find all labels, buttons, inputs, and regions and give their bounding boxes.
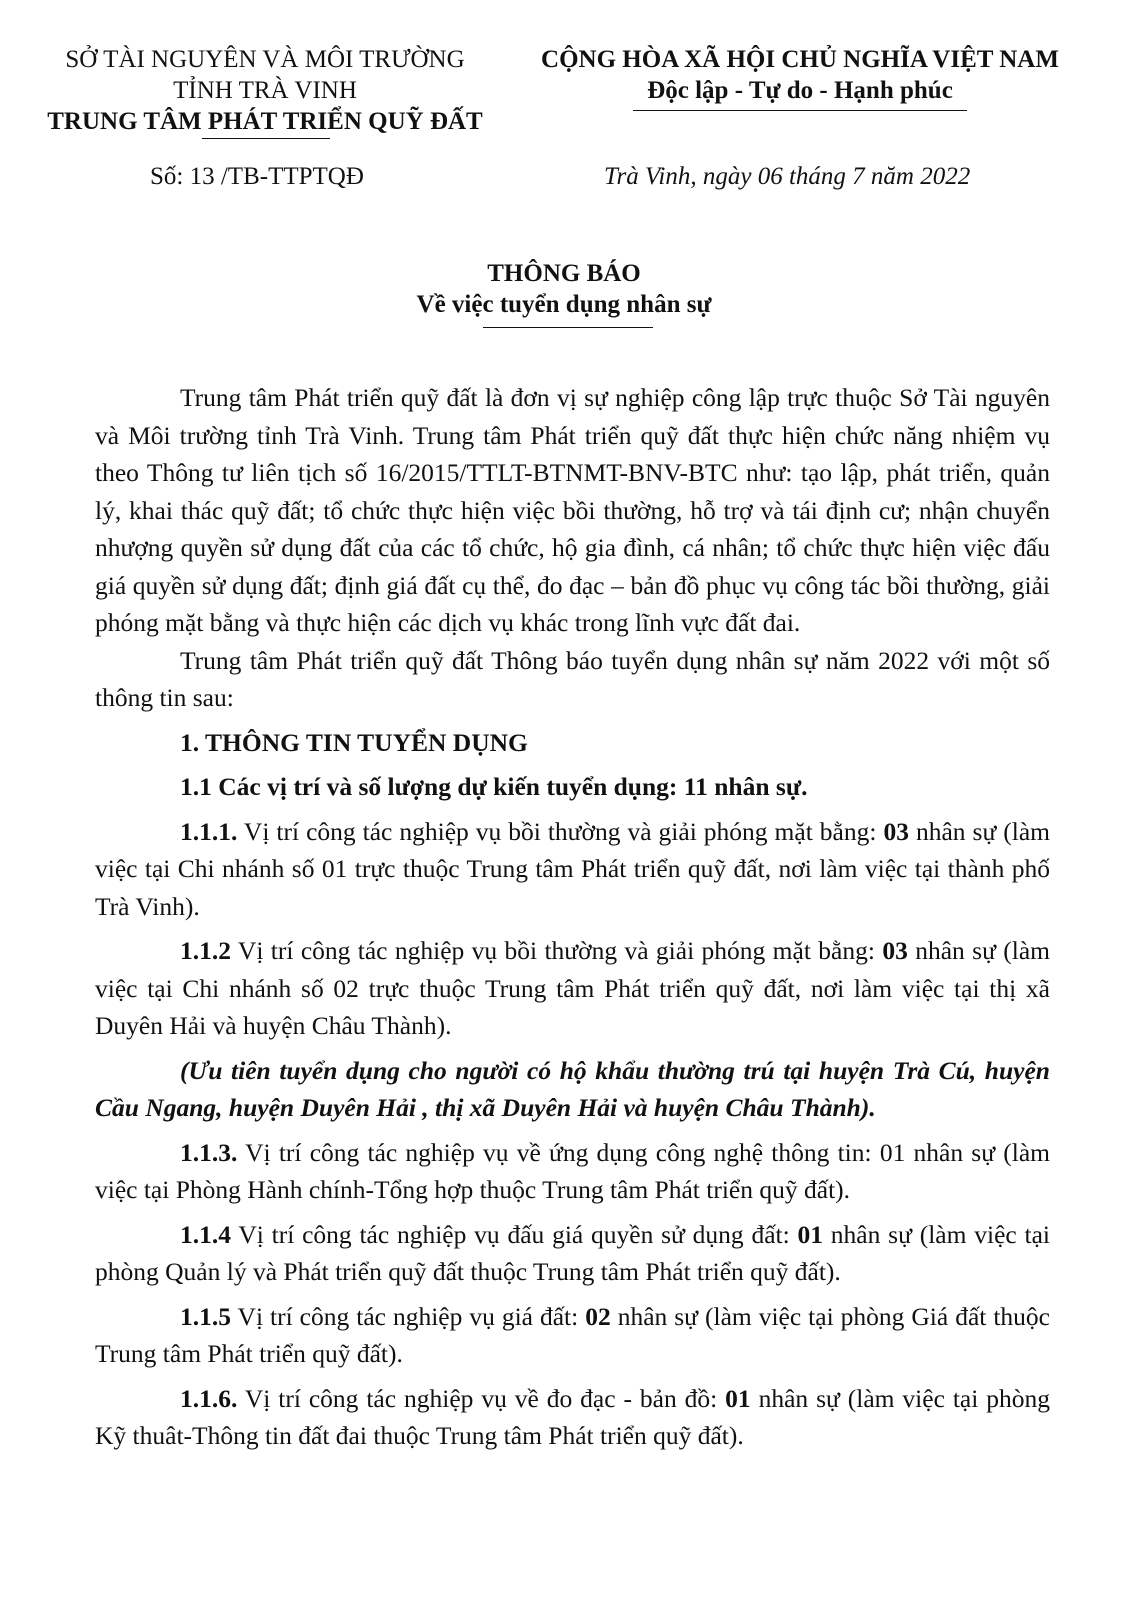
position-1-1-1 [95, 813, 1050, 926]
position-1-1-3 [95, 1134, 1050, 1209]
priority-note: (Ưu tiên tuyển dụng cho người có hộ khẩu thường trú tại huyện Trà Cú, huyện Cầu Ngang, huyện Duyên Hải , thị xã Duyên Hải và huyện Châu Thành). [95, 1055, 1050, 1122]
item-label: 1.1.5 [180, 1301, 231, 1331]
title-underline [483, 327, 653, 328]
item-text: Vị trí công tác nghiệp vụ bồi thường và giải phóng mặt bằng: [237, 816, 884, 846]
position-1-1-4 [95, 1216, 1050, 1291]
title-main: THÔNG BÁO [487, 260, 641, 287]
item-count: 03 [883, 816, 909, 846]
item-text: Vị trí công tác nghiệp vụ giá đất: [231, 1301, 586, 1331]
item-text: nhân sự (làm việc tại phòng Giá đất thuộc Trung tâm Phát triển quỹ đất). [95, 1301, 1050, 1368]
item-count: 02 [585, 1301, 611, 1331]
item-text: Vị trí công tác nghiệp vụ đấu giá quyền sử dụng đất: [231, 1219, 798, 1249]
item-text: nhân sự (làm việc tại phòng Quản lý và Phát triển quỹ đất thuộc Trung tâm Phát triển quỹ đất). [95, 1219, 1050, 1286]
title-subject: Về việc tuyển dụng nhân sự [416, 291, 712, 318]
item-count: 01 [725, 1383, 751, 1413]
item-text: Vị trí công tác nghiệp vụ về đo đạc - bản đồ: [237, 1383, 726, 1413]
item-label: 1.1.4 [180, 1219, 231, 1249]
item-text: nhân sự (làm việc tại Chi nhánh số 02 trực thuộc Trung tâm Phát triển quỹ đất, nơi làm việc tại thị xã Duyên Hải và huyện Châu Thành). [95, 936, 1050, 1040]
document-date: Trà Vinh, ngày 06 tháng 7 năm 2022 [604, 163, 971, 190]
item-text: nhân sự (làm việc tại phòng Kỹ thuât-Thông tin đất đai thuộc Trung tâm Phát triển quỹ đất). [95, 1383, 1050, 1450]
item-count: 01 [797, 1219, 824, 1249]
section-1-heading: 1. THÔNG TIN TUYỂN DỤNG [180, 727, 528, 757]
national-title: CỘNG HÒA XÃ HỘI CHỦ NGHĨA VIỆT NAM [541, 46, 1059, 73]
announcement-paragraph: Trung tâm Phát triển quỹ đất Thông báo tuyển dụng nhân sự năm 2022 với một số thông tin sau: [95, 645, 1050, 712]
position-1-1-2 [95, 932, 1050, 1045]
item-label: 1.1.2 [180, 936, 231, 965]
national-motto: Độc lập - Tự do - Hạnh phúc [647, 77, 953, 104]
item-count: 03 [882, 936, 908, 965]
item-text: Vị trí công tác nghiệp vụ bồi thường và giải phóng mặt bằng: [231, 936, 883, 965]
document-number: Số: 13 /TB-TTPTQĐ [150, 163, 364, 190]
agency-line-2: TỈNH TRÀ VINH [173, 77, 357, 104]
agency-line-3: TRUNG TÂM PHÁT TRIỂN QUỸ ĐẤT [47, 108, 483, 135]
intro-paragraph: Trung tâm Phát triển quỹ đất là đơn vị sự nghiệp công lập trực thuộc Sở Tài nguyên và Môi trường tỉnh Trà Vinh. Trung tâm Phát triển quỹ đất thực hiện chức năng nhiệm vụ theo Thông tư liên tịch số 16/2015/TTLT-BTNMT-BNV-BTC như: tạo lập, phát triển, quản lý, khai thác quỹ đất; tổ chức thực hiện việc bồi thường, hỗ trợ và tái định cư; nhận chuyển nhượng quyền sử dụng đất của các tổ chức, hộ gia đình, cá nhân; tổ chức thực hiện việc đấu giá quyền sử dụng đất; định giá đất cụ thể, đo đạc – bản đồ phục vụ công tác bồi thường, giải phóng mặt bằng và thực hiện các dịch vụ khác trong lĩnh vực đất đai. [95, 383, 1050, 637]
item-text: nhân sự (làm việc tại Chi nhánh số 01 trực thuộc Trung tâm Phát triển quỹ đất, nơi làm việc tại thành phố Trà Vinh). [95, 816, 1050, 921]
document-title [0, 258, 1128, 320]
item-text: Vị trí công tác nghiệp vụ về ứng dụng công nghệ thông tin: 01 nhân sự (làm việc tại Phòng Hành chính-Tổng hợp thuộc Trung tâm Phát triển quỹ đất). [95, 1137, 1050, 1204]
document-body [95, 379, 1050, 1455]
item-label: 1.1.6. [180, 1383, 238, 1413]
position-1-1-6 [95, 1380, 1050, 1455]
position-1-1-5 [95, 1298, 1050, 1373]
section-1-1-heading: 1.1 Các vị trí và số lượng dự kiến tuyển dụng: 11 nhân sự. [180, 772, 808, 801]
motto-underline [633, 110, 967, 111]
national-header [510, 44, 1090, 106]
agency-underline [202, 138, 330, 139]
agency-line-1: SỞ TÀI NGUYÊN VÀ MÔI TRƯỜNG [65, 46, 465, 73]
item-label: 1.1.3. [180, 1137, 238, 1167]
issuing-agency-header [20, 44, 510, 137]
item-label: 1.1.1. [180, 816, 238, 846]
